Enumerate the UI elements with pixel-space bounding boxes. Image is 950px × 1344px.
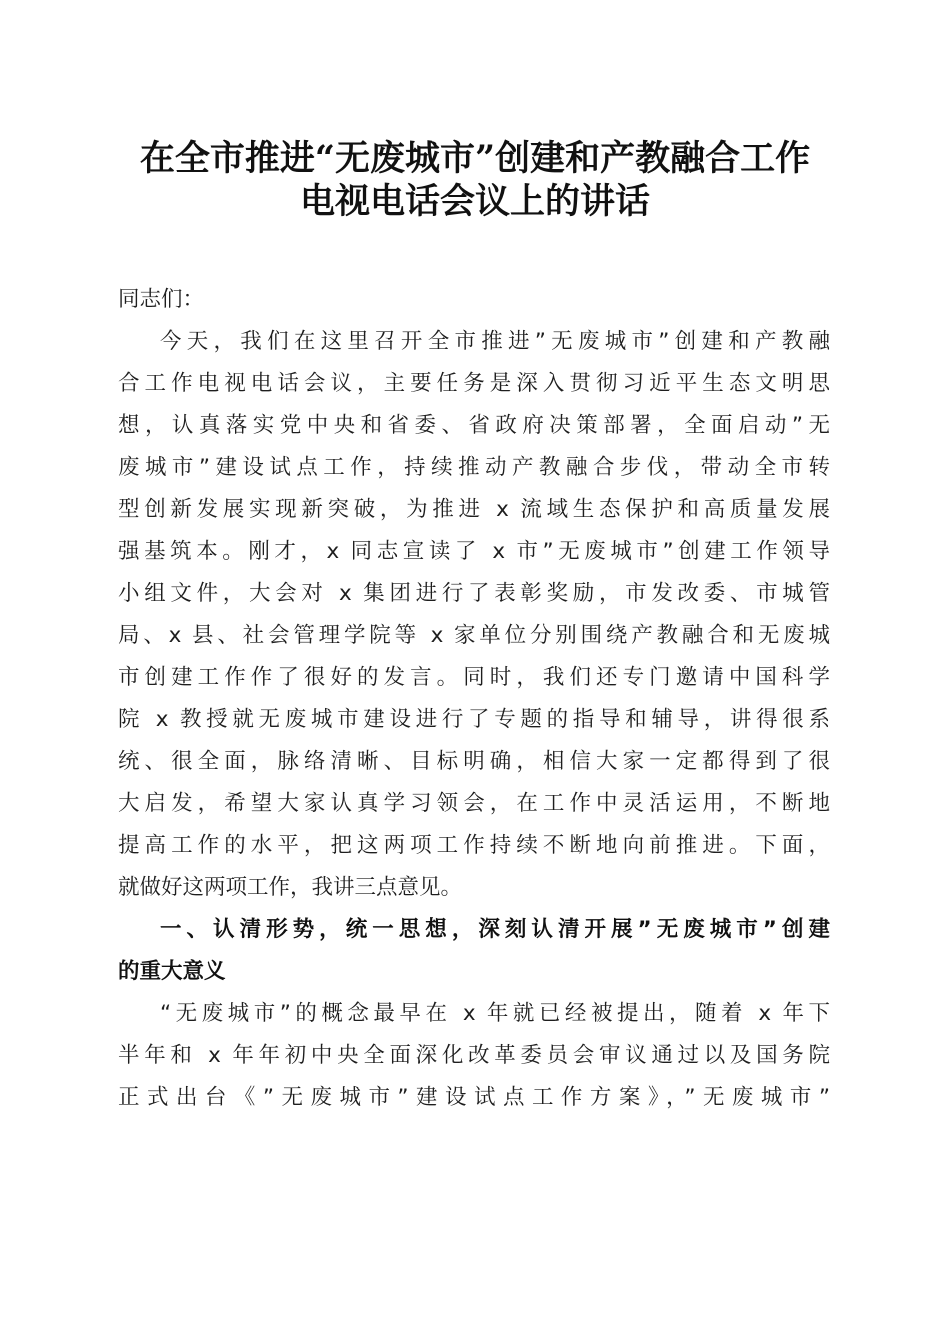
intro-paragraph-line: 就做好这两项工作，我讲三点意见。 [118, 875, 463, 900]
section-paragraph-line: 半年和 x 年年初中央全面深化改革委员会审议通过以及国务院 [118, 1043, 830, 1068]
intro-paragraph-line: 市创建工作作了很好的发言。同时，我们还专门邀请中国科学 [118, 665, 830, 690]
intro-paragraph-line: 想，认真落实党中央和省委、省政府决策部署，全面启动”无 [118, 413, 830, 438]
intro-paragraph-line: 局、x 县、社会管理学院等 x 家单位分别围绕产教融合和无废城 [118, 623, 830, 648]
intro-paragraph-line: 院 x 教授就无废城市建设进行了专题的指导和辅导，讲得很系 [118, 707, 830, 732]
document-title-line-2: 电视电话会议上的讲话 [299, 181, 650, 222]
intro-paragraph-line: 提高工作的水平，把这两项工作持续不断地向前推进。下面， [118, 833, 830, 858]
intro-paragraph-line: 今天，我们在这里召开全市推进”无废城市”创建和产教融 [160, 329, 830, 354]
intro-paragraph-line: 统、很全面，脉络清晰、目标明确，相信大家一定都得到了很 [118, 749, 830, 774]
salutation: 同志们： [118, 287, 205, 312]
section-paragraph-line: “无废城市”的概念最早在 x 年就已经被提出，随着 x 年下 [160, 1001, 830, 1026]
section-heading-line: 的重大意义 [118, 959, 226, 984]
intro-paragraph-line: 大启发，希望大家认真学习领会，在工作中灵活运用，不断地 [118, 791, 830, 816]
intro-paragraph-line: 小组文件，大会对 x 集团进行了表彰奖励，市发改委、市城管 [118, 581, 830, 606]
intro-paragraph-line: 型创新发展实现新突破，为推进 x 流域生态保护和高质量发展 [118, 497, 830, 522]
section-heading-line: 一、认清形势，统一思想，深刻认清开展”无废城市”创建 [160, 917, 830, 942]
intro-paragraph-line: 合工作电视电话会议，主要任务是深入贯彻习近平生态文明思 [118, 371, 830, 396]
section-paragraph-line: 正式出台《”无废城市”建设试点工作方案》，”无废城市” [118, 1085, 830, 1110]
intro-paragraph-line: 强基筑本。刚才，x 同志宣读了 x 市”无废城市”创建工作领导 [118, 539, 830, 564]
intro-paragraph-line: 废城市”建设试点工作，持续推动产教融合步伐，带动全市转 [118, 455, 830, 480]
document-title-line-1: 在全市推进“无废城市”创建和产教融合工作 [139, 138, 811, 179]
